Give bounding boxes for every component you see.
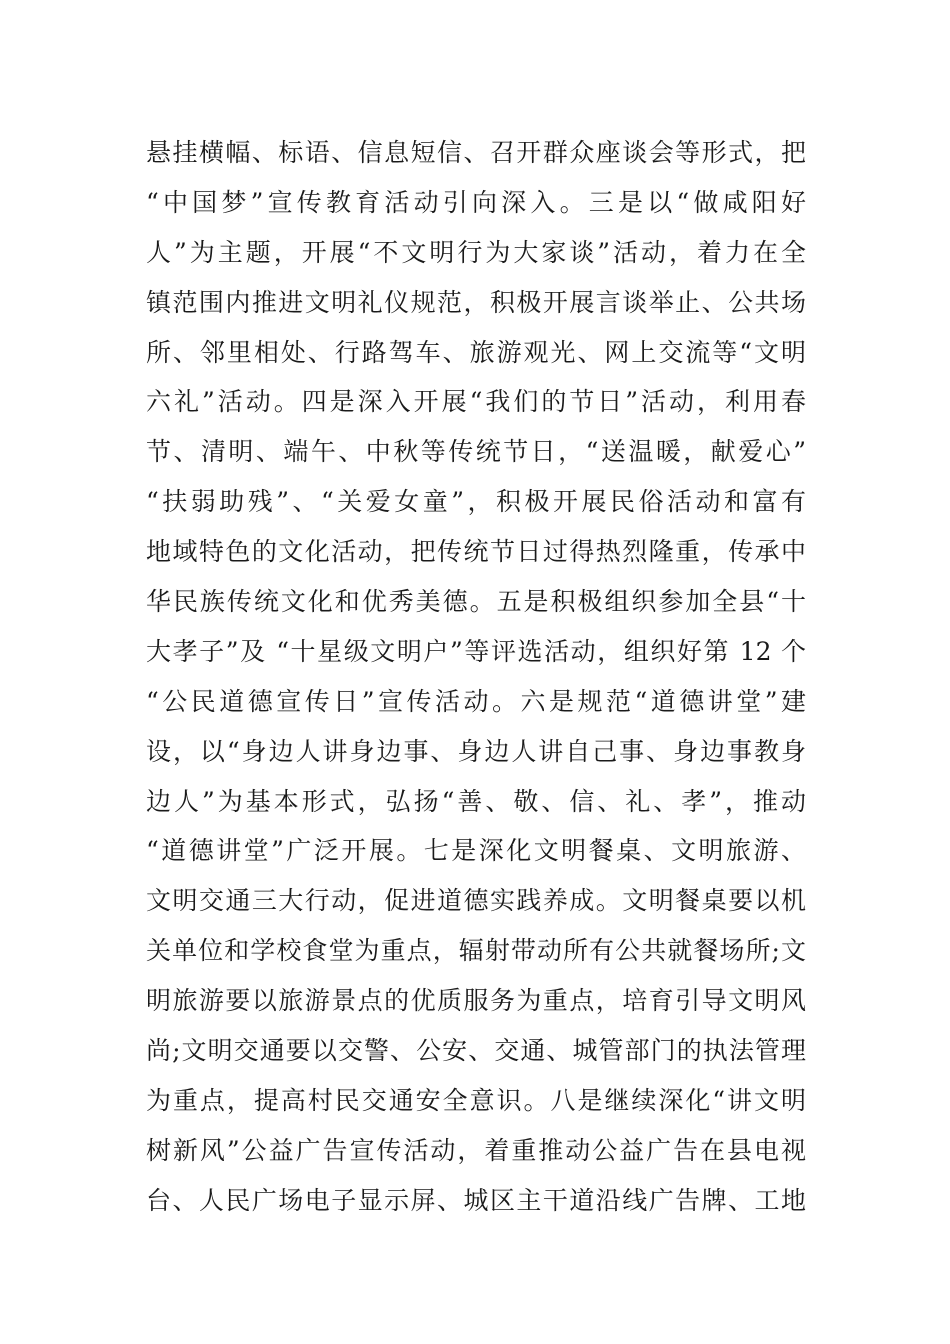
text-line: 大孝子”及 “十星级文明户”等评选活动，组织好第 12 个 [146,636,806,666]
text-line: 边人”为基本形式，弘扬“善、敬、信、礼、孝”，推动 [146,786,806,816]
text-line: “公民道德宣传日”宣传活动。六是规范“道德讲堂”建 [146,686,806,716]
text-line: 所、邻里相处、行路驾车、旅游观光、网上交流等“文明 [146,337,806,367]
text-line: 文明交通三大行动，促进道德实践养成。文明餐桌要以机 [146,886,806,916]
text-line: 台、人民广场电子显示屏、城区主干道沿线广告牌、工地 [146,1185,806,1215]
body-text [146,131,806,1229]
text-line: “道德讲堂”广泛开展。七是深化文明餐桌、文明旅游、 [146,836,806,866]
text-line: 节、清明、端午、中秋等传统节日，“送温暖，献爱心” [146,437,806,467]
text-line: 人”为主题，开展“不文明行为大家谈”活动，着力在全 [146,237,806,267]
text-line: 设，以“身边人讲身边事、身边人讲自己事、身边事教身 [146,736,806,766]
text-line: “中国梦”宣传教育活动引向深入。三是以“做咸阳好 [146,187,806,217]
text-line: 明旅游要以旅游景点的优质服务为重点，培育引导文明风 [146,986,806,1016]
text-line: 树新风”公益广告宣传活动，着重推动公益广告在县电视 [146,1135,806,1165]
text-line: 六礼”活动。四是深入开展“我们的节日”活动，利用春 [146,387,806,417]
text-line: 关单位和学校食堂为重点，辐射带动所有公共就餐场所;文 [146,936,806,966]
text-line: “扶弱助残”、“关爱女童”，积极开展民俗活动和富有 [146,487,806,517]
text-line: 尚;文明交通要以交警、公安、交通、城管部门的执法管理 [146,1036,806,1066]
text-line: 镇范围内推进文明礼仪规范，积极开展言谈举止、公共场 [146,287,806,317]
text-line: 为重点，提高村民交通安全意识。八是继续深化“讲文明 [146,1085,806,1115]
text-line: 地域特色的文化活动，把传统节日过得热烈隆重，传承中 [146,537,806,567]
text-line: 悬挂横幅、标语、信息短信、召开群众座谈会等形式，把 [146,138,806,167]
text-line: 华民族传统文化和优秀美德。五是积极组织参加全县“十 [146,587,806,617]
